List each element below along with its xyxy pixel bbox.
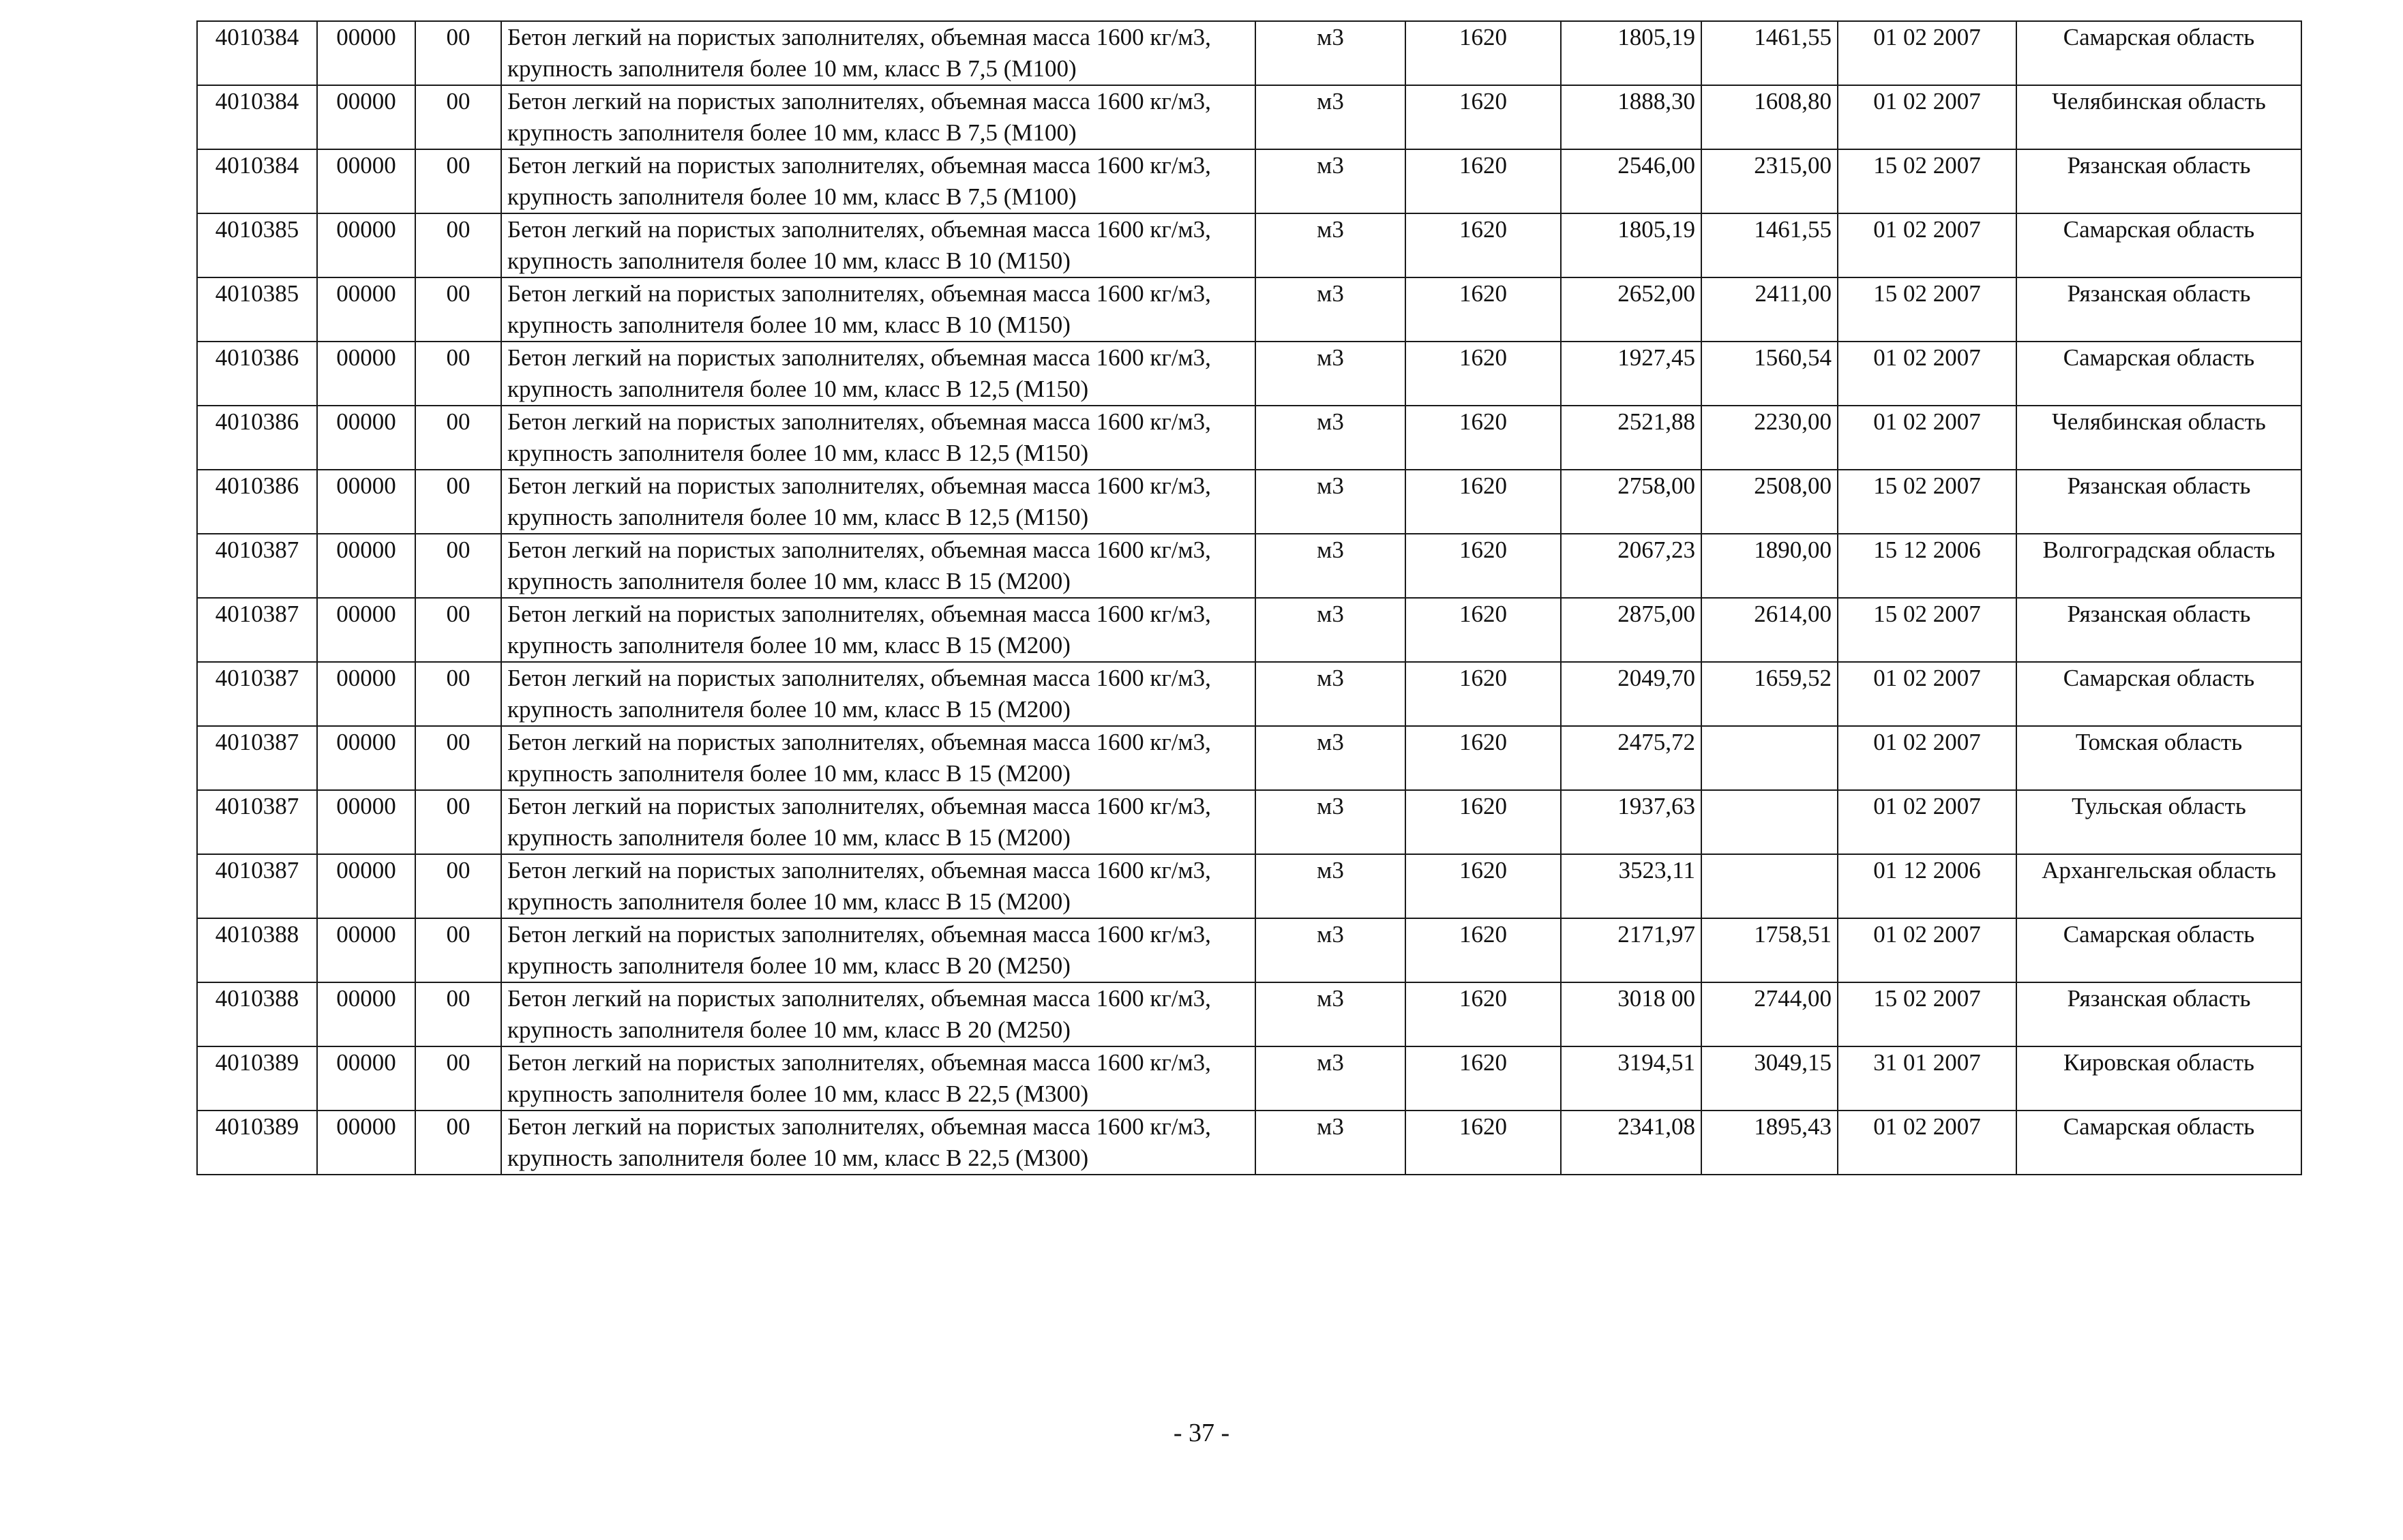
date-cell: 01 02 2007 bbox=[1838, 918, 2016, 982]
subcode-cell: 00000 bbox=[317, 854, 415, 918]
quantity-cell: 1620 bbox=[1405, 85, 1561, 149]
unit-cell: м3 bbox=[1255, 277, 1405, 342]
date-cell: 15 12 2006 bbox=[1838, 534, 2016, 598]
quantity-cell: 1620 bbox=[1405, 534, 1561, 598]
description-cell: Бетон легкий на пористых заполнителях, объемная масса 1600 кг/м3, крупность заполнителя более 10 мм, класс В 12,5 (М150) bbox=[501, 406, 1255, 470]
date-cell: 15 02 2007 bbox=[1838, 470, 2016, 534]
item-code-cell: 4010387 bbox=[197, 790, 317, 854]
item-code-cell: 4010387 bbox=[197, 726, 317, 790]
price-2-cell: 1608,80 bbox=[1701, 85, 1838, 149]
suffix-code-cell: 00 bbox=[415, 1111, 501, 1175]
price-table bbox=[196, 20, 2302, 1175]
unit-cell: м3 bbox=[1255, 534, 1405, 598]
price-2-cell: 3049,15 bbox=[1701, 1046, 1838, 1111]
description-cell: Бетон легкий на пористых заполнителях, объемная масса 1600 кг/м3, крупность заполнителя более 10 мм, класс В 10 (М150) bbox=[501, 213, 1255, 277]
suffix-code-cell: 00 bbox=[415, 982, 501, 1046]
date-cell: 15 02 2007 bbox=[1838, 598, 2016, 662]
table-row bbox=[197, 1046, 2301, 1111]
region-cell: Рязанская область bbox=[2016, 277, 2301, 342]
unit-cell: м3 bbox=[1255, 918, 1405, 982]
date-cell: 01 02 2007 bbox=[1838, 662, 2016, 726]
description-cell: Бетон легкий на пористых заполнителях, объемная масса 1600 кг/м3, крупность заполнителя более 10 мм, класс В 15 (М200) bbox=[501, 534, 1255, 598]
date-cell: 01 02 2007 bbox=[1838, 342, 2016, 406]
item-code-cell: 4010389 bbox=[197, 1111, 317, 1175]
table-row bbox=[197, 854, 2301, 918]
description-cell: Бетон легкий на пористых заполнителях, объемная масса 1600 кг/м3, крупность заполнителя более 10 мм, класс В 15 (М200) bbox=[501, 598, 1255, 662]
quantity-cell: 1620 bbox=[1405, 790, 1561, 854]
price-1-cell: 2758,00 bbox=[1561, 470, 1701, 534]
region-cell: Рязанская область bbox=[2016, 982, 2301, 1046]
region-cell: Самарская область bbox=[2016, 342, 2301, 406]
description-cell: Бетон легкий на пористых заполнителях, объемная масса 1600 кг/м3, крупность заполнителя более 10 мм, класс В 20 (М250) bbox=[501, 982, 1255, 1046]
table-row bbox=[197, 277, 2301, 342]
price-1-cell: 2546,00 bbox=[1561, 149, 1701, 213]
item-code-cell: 4010385 bbox=[197, 213, 317, 277]
description-cell: Бетон легкий на пористых заполнителях, объемная масса 1600 кг/м3, крупность заполнителя более 10 мм, класс В 12,5 (М150) bbox=[501, 342, 1255, 406]
suffix-code-cell: 00 bbox=[415, 1046, 501, 1111]
price-2-cell bbox=[1701, 790, 1838, 854]
subcode-cell: 00000 bbox=[317, 406, 415, 470]
description-cell: Бетон легкий на пористых заполнителях, объемная масса 1600 кг/м3, крупность заполнителя более 10 мм, класс В 7,5 (М100) bbox=[501, 21, 1255, 85]
price-2-cell: 1461,55 bbox=[1701, 21, 1838, 85]
date-cell: 01 12 2006 bbox=[1838, 854, 2016, 918]
region-cell: Кировская область bbox=[2016, 1046, 2301, 1111]
description-cell: Бетон легкий на пористых заполнителях, объемная масса 1600 кг/м3, крупность заполнителя более 10 мм, класс В 10 (М150) bbox=[501, 277, 1255, 342]
subcode-cell: 00000 bbox=[317, 342, 415, 406]
subcode-cell: 00000 bbox=[317, 277, 415, 342]
suffix-code-cell: 00 bbox=[415, 277, 501, 342]
quantity-cell: 1620 bbox=[1405, 982, 1561, 1046]
description-cell: Бетон легкий на пористых заполнителях, объемная масса 1600 кг/м3, крупность заполнителя более 10 мм, класс В 15 (М200) bbox=[501, 854, 1255, 918]
table-body bbox=[197, 21, 2301, 1175]
price-1-cell: 1888,30 bbox=[1561, 85, 1701, 149]
quantity-cell: 1620 bbox=[1405, 854, 1561, 918]
subcode-cell: 00000 bbox=[317, 85, 415, 149]
unit-cell: м3 bbox=[1255, 85, 1405, 149]
price-2-cell: 2411,00 bbox=[1701, 277, 1838, 342]
price-1-cell: 2049,70 bbox=[1561, 662, 1701, 726]
price-1-cell: 2475,72 bbox=[1561, 726, 1701, 790]
unit-cell: м3 bbox=[1255, 342, 1405, 406]
date-cell: 15 02 2007 bbox=[1838, 277, 2016, 342]
item-code-cell: 4010386 bbox=[197, 342, 317, 406]
subcode-cell: 00000 bbox=[317, 790, 415, 854]
suffix-code-cell: 00 bbox=[415, 149, 501, 213]
table-row bbox=[197, 790, 2301, 854]
item-code-cell: 4010387 bbox=[197, 854, 317, 918]
item-code-cell: 4010384 bbox=[197, 149, 317, 213]
price-2-cell: 2230,00 bbox=[1701, 406, 1838, 470]
price-1-cell: 2652,00 bbox=[1561, 277, 1701, 342]
suffix-code-cell: 00 bbox=[415, 213, 501, 277]
price-1-cell: 3018 00 bbox=[1561, 982, 1701, 1046]
suffix-code-cell: 00 bbox=[415, 470, 501, 534]
quantity-cell: 1620 bbox=[1405, 662, 1561, 726]
subcode-cell: 00000 bbox=[317, 213, 415, 277]
item-code-cell: 4010384 bbox=[197, 85, 317, 149]
unit-cell: м3 bbox=[1255, 21, 1405, 85]
region-cell: Томская область bbox=[2016, 726, 2301, 790]
quantity-cell: 1620 bbox=[1405, 277, 1561, 342]
suffix-code-cell: 00 bbox=[415, 918, 501, 982]
date-cell: 01 02 2007 bbox=[1838, 726, 2016, 790]
region-cell: Самарская область bbox=[2016, 213, 2301, 277]
region-cell: Тульская область bbox=[2016, 790, 2301, 854]
quantity-cell: 1620 bbox=[1405, 213, 1561, 277]
unit-cell: м3 bbox=[1255, 598, 1405, 662]
subcode-cell: 00000 bbox=[317, 149, 415, 213]
table-row bbox=[197, 534, 2301, 598]
quantity-cell: 1620 bbox=[1405, 406, 1561, 470]
table-row bbox=[197, 470, 2301, 534]
suffix-code-cell: 00 bbox=[415, 534, 501, 598]
region-cell: Челябинская область bbox=[2016, 85, 2301, 149]
description-cell: Бетон легкий на пористых заполнителях, объемная масса 1600 кг/м3, крупность заполнителя более 10 мм, класс В 15 (М200) bbox=[501, 726, 1255, 790]
unit-cell: м3 bbox=[1255, 149, 1405, 213]
price-1-cell: 2875,00 bbox=[1561, 598, 1701, 662]
subcode-cell: 00000 bbox=[317, 662, 415, 726]
price-1-cell: 2067,23 bbox=[1561, 534, 1701, 598]
table-row bbox=[197, 213, 2301, 277]
date-cell: 31 01 2007 bbox=[1838, 1046, 2016, 1111]
price-2-cell: 1895,43 bbox=[1701, 1111, 1838, 1175]
price-1-cell: 3194,51 bbox=[1561, 1046, 1701, 1111]
price-2-cell: 1758,51 bbox=[1701, 918, 1838, 982]
suffix-code-cell: 00 bbox=[415, 790, 501, 854]
quantity-cell: 1620 bbox=[1405, 598, 1561, 662]
price-2-cell bbox=[1701, 854, 1838, 918]
quantity-cell: 1620 bbox=[1405, 1046, 1561, 1111]
item-code-cell: 4010384 bbox=[197, 21, 317, 85]
price-1-cell: 2171,97 bbox=[1561, 918, 1701, 982]
subcode-cell: 00000 bbox=[317, 21, 415, 85]
unit-cell: м3 bbox=[1255, 213, 1405, 277]
unit-cell: м3 bbox=[1255, 406, 1405, 470]
description-cell: Бетон легкий на пористых заполнителях, объемная масса 1600 кг/м3, крупность заполнителя более 10 мм, класс В 7,5 (М100) bbox=[501, 149, 1255, 213]
table-row bbox=[197, 662, 2301, 726]
subcode-cell: 00000 bbox=[317, 598, 415, 662]
quantity-cell: 1620 bbox=[1405, 149, 1561, 213]
subcode-cell: 00000 bbox=[317, 726, 415, 790]
price-2-cell: 1659,52 bbox=[1701, 662, 1838, 726]
item-code-cell: 4010388 bbox=[197, 918, 317, 982]
unit-cell: м3 bbox=[1255, 726, 1405, 790]
subcode-cell: 00000 bbox=[317, 470, 415, 534]
subcode-cell: 00000 bbox=[317, 918, 415, 982]
region-cell: Челябинская область bbox=[2016, 406, 2301, 470]
item-code-cell: 4010387 bbox=[197, 598, 317, 662]
date-cell: 15 02 2007 bbox=[1838, 982, 2016, 1046]
unit-cell: м3 bbox=[1255, 982, 1405, 1046]
region-cell: Рязанская область bbox=[2016, 149, 2301, 213]
unit-cell: м3 bbox=[1255, 1111, 1405, 1175]
price-2-cell: 2315,00 bbox=[1701, 149, 1838, 213]
item-code-cell: 4010387 bbox=[197, 662, 317, 726]
table-row bbox=[197, 342, 2301, 406]
item-code-cell: 4010389 bbox=[197, 1046, 317, 1111]
quantity-cell: 1620 bbox=[1405, 342, 1561, 406]
unit-cell: м3 bbox=[1255, 790, 1405, 854]
unit-cell: м3 bbox=[1255, 470, 1405, 534]
date-cell: 01 02 2007 bbox=[1838, 790, 2016, 854]
quantity-cell: 1620 bbox=[1405, 918, 1561, 982]
suffix-code-cell: 00 bbox=[415, 598, 501, 662]
price-2-cell: 1890,00 bbox=[1701, 534, 1838, 598]
price-2-cell: 2744,00 bbox=[1701, 982, 1838, 1046]
price-1-cell: 1805,19 bbox=[1561, 21, 1701, 85]
item-code-cell: 4010386 bbox=[197, 470, 317, 534]
subcode-cell: 00000 bbox=[317, 1111, 415, 1175]
price-2-cell: 2508,00 bbox=[1701, 470, 1838, 534]
region-cell: Рязанская область bbox=[2016, 470, 2301, 534]
table-row bbox=[197, 85, 2301, 149]
description-cell: Бетон легкий на пористых заполнителях, объемная масса 1600 кг/м3, крупность заполнителя более 10 мм, класс В 12,5 (М150) bbox=[501, 470, 1255, 534]
date-cell: 01 02 2007 bbox=[1838, 213, 2016, 277]
item-code-cell: 4010385 bbox=[197, 277, 317, 342]
price-1-cell: 2521,88 bbox=[1561, 406, 1701, 470]
description-cell: Бетон легкий на пористых заполнителях, объемная масса 1600 кг/м3, крупность заполнителя более 10 мм, класс В 15 (М200) bbox=[501, 662, 1255, 726]
region-cell: Самарская область bbox=[2016, 662, 2301, 726]
price-1-cell: 1937,63 bbox=[1561, 790, 1701, 854]
price-2-cell: 1461,55 bbox=[1701, 213, 1838, 277]
quantity-cell: 1620 bbox=[1405, 21, 1561, 85]
description-cell: Бетон легкий на пористых заполнителях, объемная масса 1600 кг/м3, крупность заполнителя более 10 мм, класс В 20 (М250) bbox=[501, 918, 1255, 982]
price-1-cell: 1927,45 bbox=[1561, 342, 1701, 406]
item-code-cell: 4010386 bbox=[197, 406, 317, 470]
item-code-cell: 4010388 bbox=[197, 982, 317, 1046]
date-cell: 01 02 2007 bbox=[1838, 21, 2016, 85]
price-1-cell: 1805,19 bbox=[1561, 213, 1701, 277]
price-2-cell bbox=[1701, 726, 1838, 790]
date-cell: 01 02 2007 bbox=[1838, 1111, 2016, 1175]
table-row bbox=[197, 598, 2301, 662]
quantity-cell: 1620 bbox=[1405, 470, 1561, 534]
suffix-code-cell: 00 bbox=[415, 662, 501, 726]
suffix-code-cell: 00 bbox=[415, 406, 501, 470]
region-cell: Рязанская область bbox=[2016, 598, 2301, 662]
date-cell: 15 02 2007 bbox=[1838, 149, 2016, 213]
price-1-cell: 3523,11 bbox=[1561, 854, 1701, 918]
table-row bbox=[197, 21, 2301, 85]
table-row bbox=[197, 918, 2301, 982]
description-cell: Бетон легкий на пористых заполнителях, объемная масса 1600 кг/м3, крупность заполнителя более 10 мм, класс В 15 (М200) bbox=[501, 790, 1255, 854]
unit-cell: м3 bbox=[1255, 662, 1405, 726]
region-cell: Самарская область bbox=[2016, 1111, 2301, 1175]
subcode-cell: 00000 bbox=[317, 1046, 415, 1111]
table-row bbox=[197, 149, 2301, 213]
date-cell: 01 02 2007 bbox=[1838, 85, 2016, 149]
description-cell: Бетон легкий на пористых заполнителях, объемная масса 1600 кг/м3, крупность заполнителя более 10 мм, класс В 22,5 (М300) bbox=[501, 1046, 1255, 1111]
suffix-code-cell: 00 bbox=[415, 854, 501, 918]
subcode-cell: 00000 bbox=[317, 982, 415, 1046]
price-2-cell: 2614,00 bbox=[1701, 598, 1838, 662]
table-row bbox=[197, 726, 2301, 790]
suffix-code-cell: 00 bbox=[415, 85, 501, 149]
quantity-cell: 1620 bbox=[1405, 1111, 1561, 1175]
suffix-code-cell: 00 bbox=[415, 342, 501, 406]
region-cell: Самарская область bbox=[2016, 918, 2301, 982]
table-row bbox=[197, 982, 2301, 1046]
subcode-cell: 00000 bbox=[317, 534, 415, 598]
table-row bbox=[197, 1111, 2301, 1175]
description-cell: Бетон легкий на пористых заполнителях, объемная масса 1600 кг/м3, крупность заполнителя более 10 мм, класс В 7,5 (М100) bbox=[501, 85, 1255, 149]
date-cell: 01 02 2007 bbox=[1838, 406, 2016, 470]
table-row bbox=[197, 406, 2301, 470]
region-cell: Волгоградская область bbox=[2016, 534, 2301, 598]
suffix-code-cell: 00 bbox=[415, 726, 501, 790]
description-cell: Бетон легкий на пористых заполнителях, объемная масса 1600 кг/м3, крупность заполнителя более 10 мм, класс В 22,5 (М300) bbox=[501, 1111, 1255, 1175]
price-1-cell: 2341,08 bbox=[1561, 1111, 1701, 1175]
quantity-cell: 1620 bbox=[1405, 726, 1561, 790]
region-cell: Самарская область bbox=[2016, 21, 2301, 85]
region-cell: Архангельская область bbox=[2016, 854, 2301, 918]
unit-cell: м3 bbox=[1255, 1046, 1405, 1111]
price-2-cell: 1560,54 bbox=[1701, 342, 1838, 406]
page-number: - 37 - bbox=[1173, 1419, 1230, 1447]
unit-cell: м3 bbox=[1255, 854, 1405, 918]
item-code-cell: 4010387 bbox=[197, 534, 317, 598]
suffix-code-cell: 00 bbox=[415, 21, 501, 85]
